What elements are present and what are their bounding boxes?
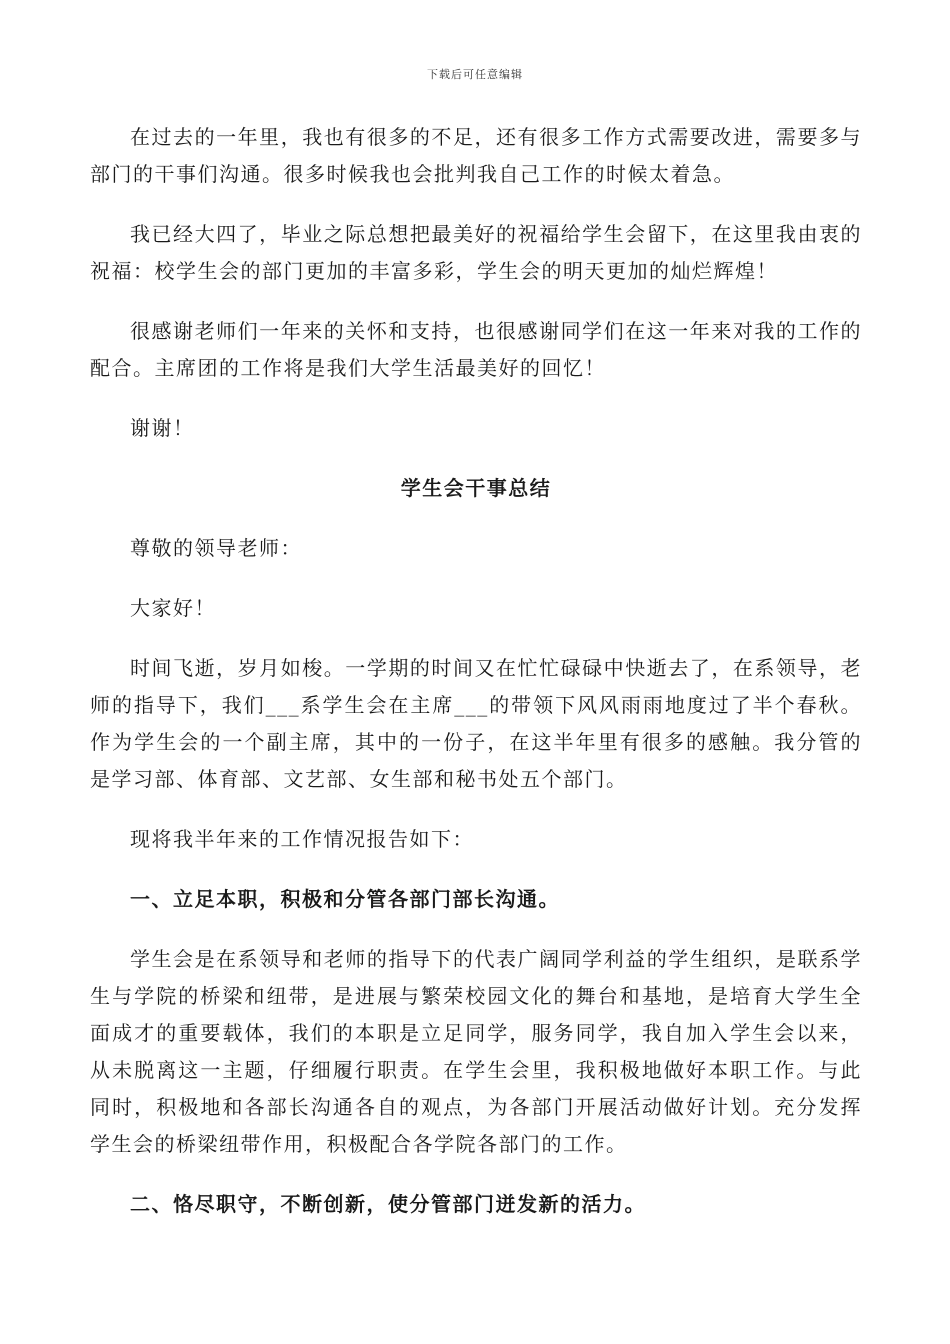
paragraph-closing: 谢谢！ — [130, 416, 195, 440]
paragraph-thanks: 很感谢老师们一年来的关怀和支持，也很感谢同学们在这一年来对我的工作的配合。主席团的工作将是我们大学生活最美好的回忆！ — [90, 319, 862, 380]
paragraph-intro: 时间飞逝，岁月如梭。一学期的时间又在忙忙碌碌中快逝去了，在系领导，老师的指导下，我们___系学生会在主席___的带领下风风雨雨地度过了半个春秋。作为学生会的一个副主席，其中的一份子，在这半年里有很多的感触。我分管的是学习部、体育部、文艺部、女生部和秘书处五个部门。 — [90, 656, 862, 791]
header-note: 下载后可任意编辑 — [427, 68, 523, 81]
paragraph-section-1: 学生会是在系领导和老师的指导下的代表广阔同学利益的学生组织，是联系学生与学院的桥梁和纽带，是进展与繁荣校园文化的舞台和基地，是培育大学生全面成才的重要载体，我们的本职是立足同学，服务同学，我自加入学生会以来，从未脱离这一主题，仔细履行职责。在学生会里，我积极地做好本职工作。与此同时，积极地和各部长沟通各自的观点，为各部门开展活动做好计划。充分发挥学生会的桥梁纽带作用，积极配合各学院各部门的工作。 — [90, 947, 862, 1156]
paragraph-shortcomings: 在过去的一年里，我也有很多的不足，还有很多工作方式需要改进，需要多与部门的干事们沟通。很多时候我也会批判我自己工作的时候太着急。 — [90, 125, 862, 186]
document-body — [90, 119, 862, 1246]
paragraph-blessing: 我已经大四了，毕业之际总想把最美好的祝福给学生会留下，在这里我由衷的祝福：校学生会的部门更加的丰富多彩，学生会的明天更加的灿烂辉煌！ — [90, 222, 862, 283]
section-heading-1: 一、立足本职，积极和分管各部门部长沟通。 — [130, 887, 560, 911]
salutation: 尊敬的领导老师： — [130, 536, 302, 560]
section-heading-2: 二、恪尽职守，不断创新，使分管部门迸发新的活力。 — [130, 1192, 646, 1216]
greeting: 大家好！ — [130, 596, 216, 620]
document-title: 学生会干事总结 — [400, 476, 552, 500]
paragraph-report: 现将我半年来的工作情况报告如下： — [130, 827, 474, 851]
